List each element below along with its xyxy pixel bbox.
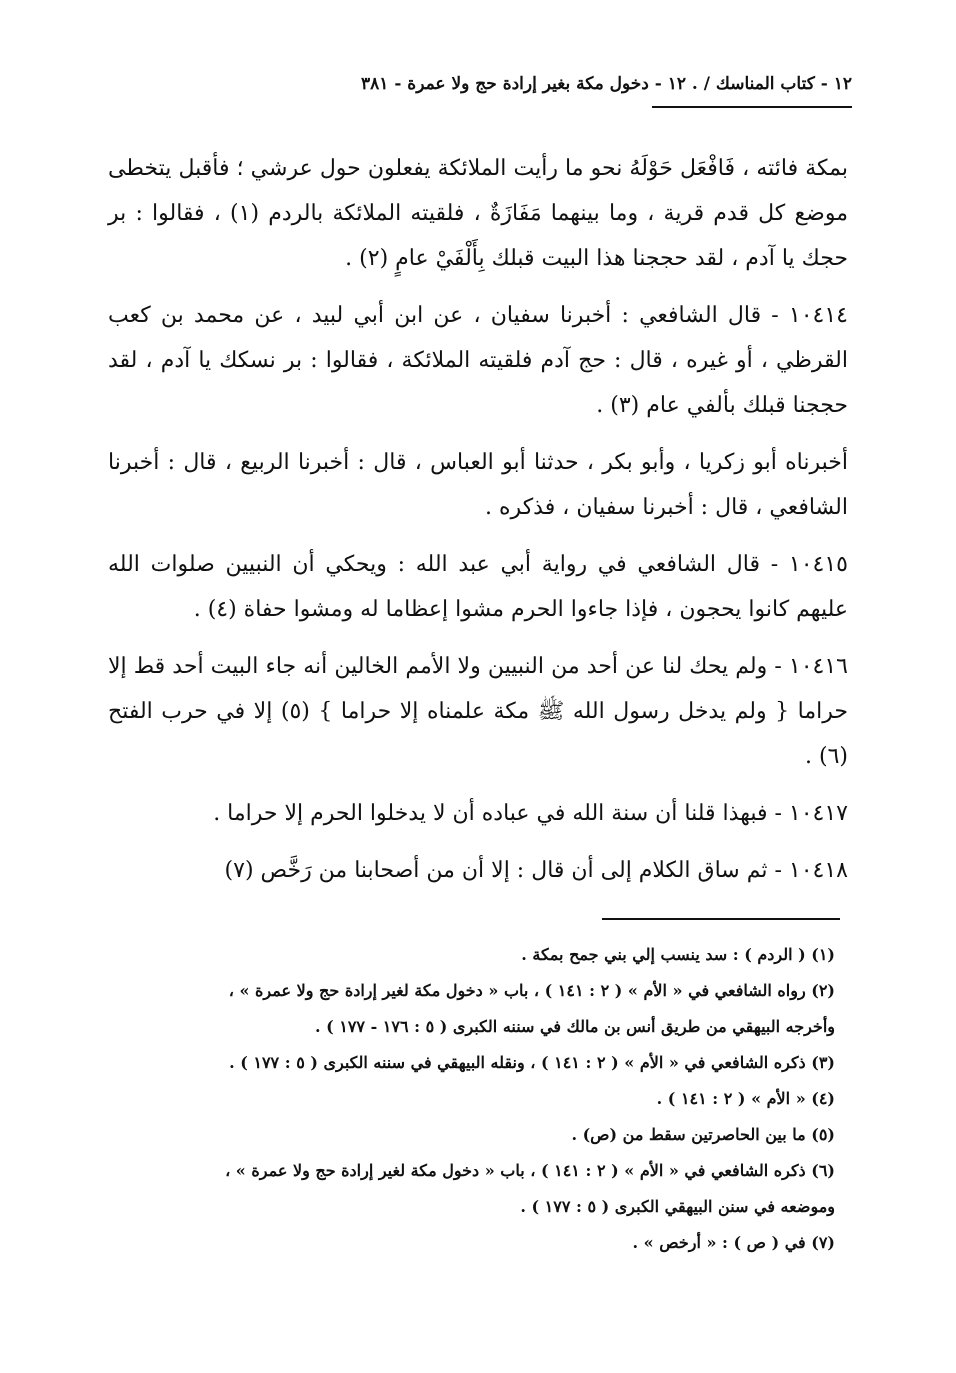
header-rule — [652, 106, 852, 108]
footnote-6-continued: وموضعه في سنن البيهقي الكبرى ( ٥ : ١٧٧ ) . — [520, 1197, 835, 1216]
footnote-2-continued: وأخرجه البيهقي من طريق أنس بن مالك في سننه الكبرى ( ٥ : ١٧٦ - ١٧٧ ) . — [314, 1017, 835, 1036]
footnotes — [100, 937, 835, 1261]
paragraph-1416: ١٠٤١٦ - ولم يحك لنا عن أحد من النبيين ولا الأمم الخالين أنه جاء البيت أحد قط إلا حراما { ولم يدخل رسول الله ﷺ مكة علمناه إلا حراما } (٥) إلا في حرب الفتح (٦) . — [108, 654, 848, 769]
paragraph-1414: ١٠٤١٤ - قال الشافعي : أخبرنا سفيان ، عن ابن أبي لبيد ، عن محمد بن كعب القرظي ، أو غيره ، قال : حج آدم فلقيته الملائكة ، فقالوا : بر نسكك يا آدم ، لقد حججنا قبلك بألفي عام (٣) . — [108, 303, 848, 418]
page-header — [92, 74, 852, 94]
footnote-2: (٢) رواه الشافعي في « الأم » ( ٢ : ١٤١ ) ، باب « دخول مكة لغير إرادة حج ولا عمرة » ، — [228, 981, 835, 1000]
footnote-rule — [602, 918, 840, 920]
footnote-4: (٤) « الأم » ( ٢ : ١٤١ ) . — [656, 1089, 835, 1108]
paragraph-1417: ١٠٤١٧ - فبهذا قلنا أن سنة الله في عباده أن لا يدخلوا الحرم إلا حراما . — [213, 801, 848, 826]
main-text — [108, 146, 848, 905]
paragraph-1415: ١٠٤١٥ - قال الشافعي في رواية أبي عبد الله : ويحكي أن النبيين صلوات الله عليهم كانوا يحجون ، فإذا جاءوا الحرم مشوا إعظاما له ومشوا حفاة (٤) . — [108, 552, 848, 622]
paragraph-1418: ١٠٤١٨ - ثم ساق الكلام إلى أن قال : إلا أن من أصحابنا من رَخَّص (٧) — [224, 858, 848, 883]
running-title: ١٢ - كتاب المناسك / . ١٢ - دخول مكة بغير إرادة حج ولا عمرة - ٣٨١ — [361, 74, 852, 94]
footnote-5: (٥) ما بين الحاصرتين سقط من (ص) . — [571, 1125, 835, 1144]
footnote-1: (١) ( الردم ) : سد ينسب إلي بني جمح بمكة . — [521, 945, 835, 964]
paragraph-isnad: أخبرناه أبو زكريا ، وأبو بكر ، حدثنا أبو العباس ، قال : أخبرنا الربيع ، قال : أخبرنا الشافعي ، قال : أخبرنا سفيان ، فذكره . — [108, 450, 849, 520]
footnote-7: (٧) في ( ص ) : « أرخص » . — [632, 1233, 835, 1252]
paragraph-continuation: بمكة فائته ، فَافْعَل حَوْلَهُ نحو ما رأيت الملائكة يفعلون حول عرشي ؛ فأقبل يتخطى موضع كل قدم قرية ، وما بينهما مَفَازَةٌ ، فلقيته الملائكة بالردم (١) ، فقالوا : بر حجك يا آدم ، لقد حججنا هذا البيت قبلك بِأَلْفَيْ عامٍ (٢) . — [108, 156, 849, 271]
footnote-6: (٦) ذكره الشافعي في « الأم » ( ٢ : ١٤١ ) ، باب « دخول مكة لغير إرادة حج ولا عمرة » ، — [225, 1161, 835, 1180]
footnote-3: (٣) ذكره الشافعي في « الأم » ( ٢ : ١٤١ ) ، ونقله البيهقي في سننه الكبرى ( ٥ : ١٧٧ ) . — [229, 1053, 835, 1072]
